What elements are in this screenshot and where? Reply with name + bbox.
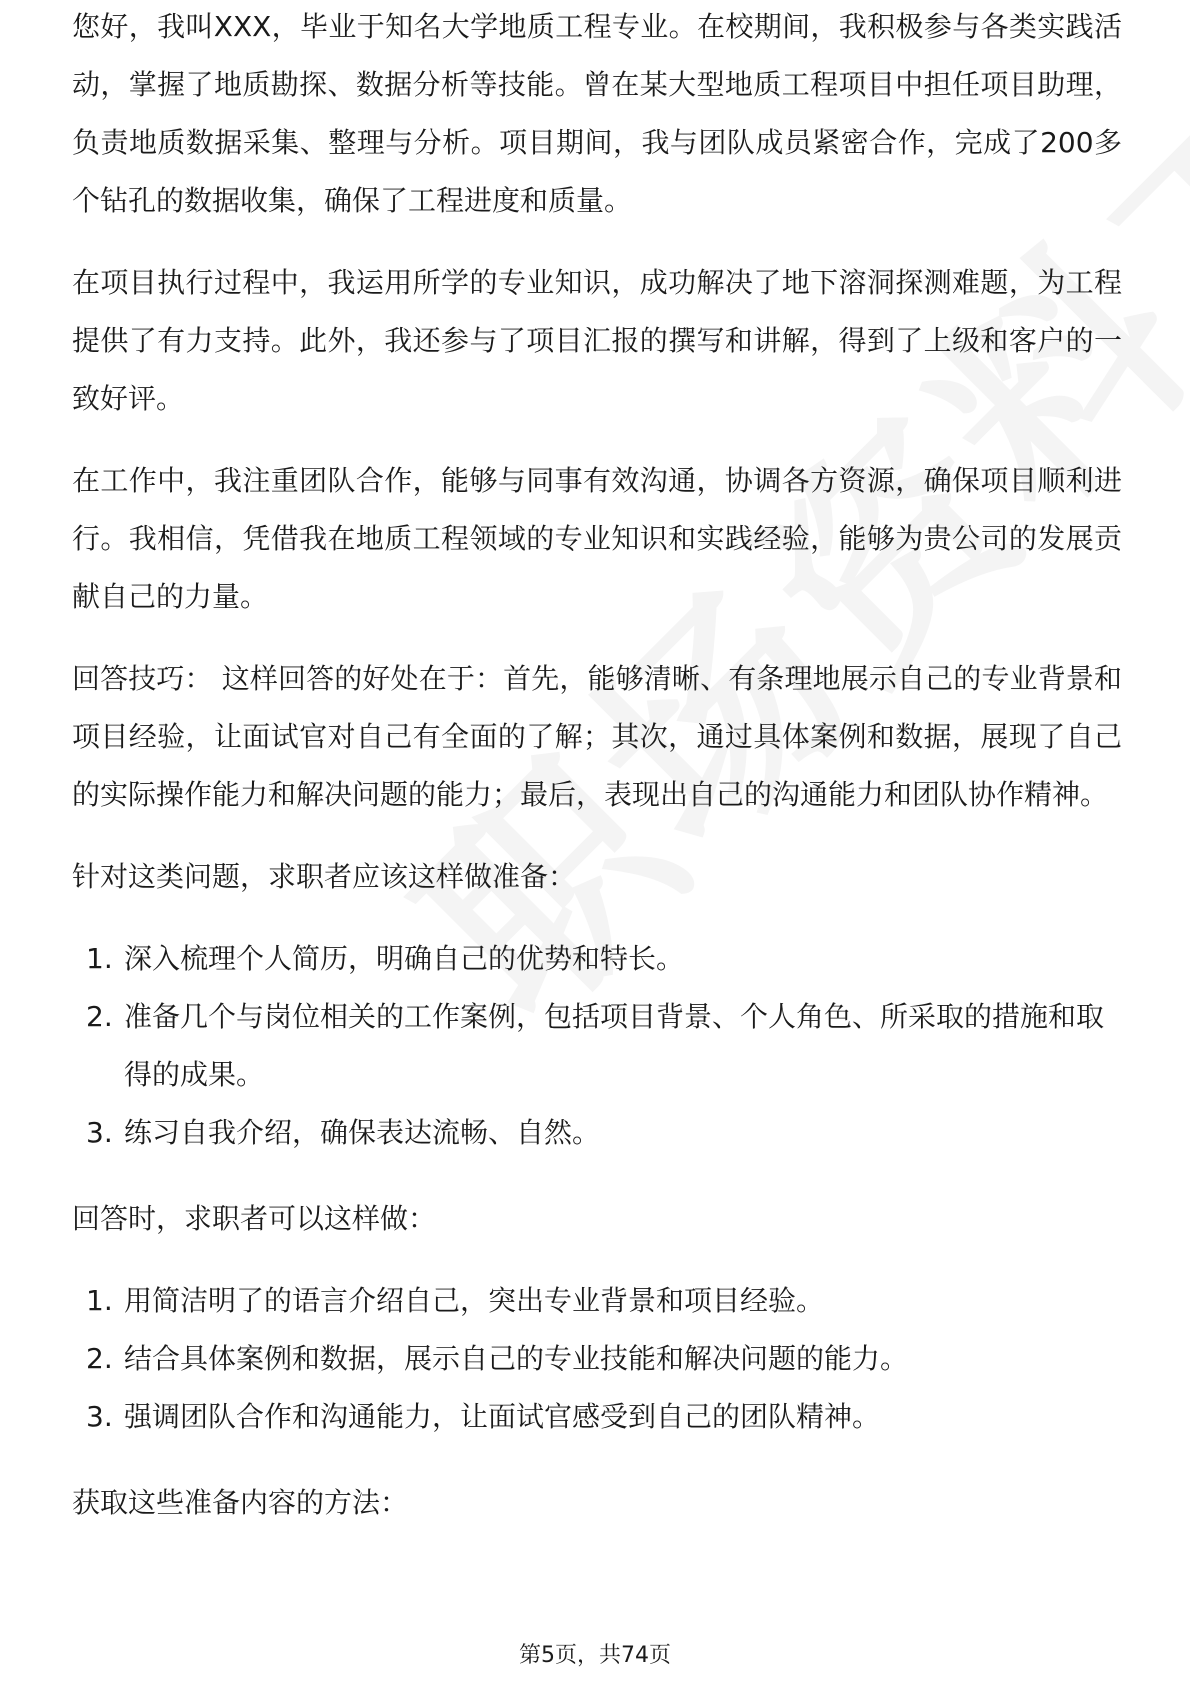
list-text: 准备几个与岗位相关的工作案例，包括项目背景、个人角色、所采取的措施和取得的成果。 [124,1000,1105,1091]
list-text: 练习自我介绍，确保表达流畅、自然。 [124,1116,601,1149]
list-number: 1. [86,942,113,975]
prep-heading: 针对这类问题，求职者应该这样做准备： [72,860,577,893]
document-body [72,10,1122,1556]
answer-heading: 回答时，求职者可以这样做： [72,1202,437,1235]
paragraph-project: 在项目执行过程中，我运用所学的专业知识，成功解决了地下溶洞探测难题，为工程提供了有力支持。此外，我还参与了项目汇报的撰写和讲解，得到了上级和客户的一致好评。 [72,266,1122,415]
list-number: 3. [86,1116,113,1149]
list-number: 2. [86,1000,113,1033]
list-text: 用简洁明了的语言介绍自己，突出专业背景和项目经验。 [124,1284,825,1317]
list-text: 结合具体案例和数据，展示自己的专业技能和解决问题的能力。 [124,1342,909,1375]
prep-list [72,930,1122,1162]
page-number: 第5页，共74页 [519,1643,671,1668]
list-number: 2. [86,1342,113,1375]
list-text: 强调团队合作和沟通能力，让面试官感受到自己的团队精神。 [124,1400,881,1433]
paragraph-teamwork: 在工作中，我注重团队合作，能够与同事有效沟通，协调各方资源，确保项目顺利进行。我相信，凭借我在地质工程领域的专业知识和实践经验，能够为贵公司的发展贡献自己的力量。 [72,464,1122,613]
paragraph-intro: 您好，我叫XXX，毕业于知名大学地质工程专业。在校期间，我积极参与各类实践活动，掌握了地质勘探、数据分析等技能。曾在某大型地质工程项目中担任项目助理，负责地质数据采集、整理与分析。项目期间，我与团队成员紧密合作，完成了200多个钻孔的数据收集，确保了工程进度和质量。 [72,10,1122,217]
list-item [72,1104,1122,1162]
list-number: 1. [86,1284,113,1317]
paragraph-tips: 回答技巧： 这样回答的好处在于：首先，能够清晰、有条理地展示自己的专业背景和项目经验，让面试官对自己有全面的了解；其次，通过具体案例和数据，展现了自己的实际操作能力和解决问题的能力；最后，表现出自己的沟通能力和团队协作精神。 [72,662,1122,811]
list-item [72,1272,1122,1330]
list-item [72,988,1122,1104]
list-number: 3. [86,1400,113,1433]
answer-list [72,1272,1122,1446]
list-item [72,1388,1122,1446]
method-heading: 获取这些准备内容的方法： [72,1486,409,1519]
list-text: 深入梳理个人简历，明确自己的优势和特长。 [124,942,685,975]
list-item [72,930,1122,988]
list-item [72,1330,1122,1388]
